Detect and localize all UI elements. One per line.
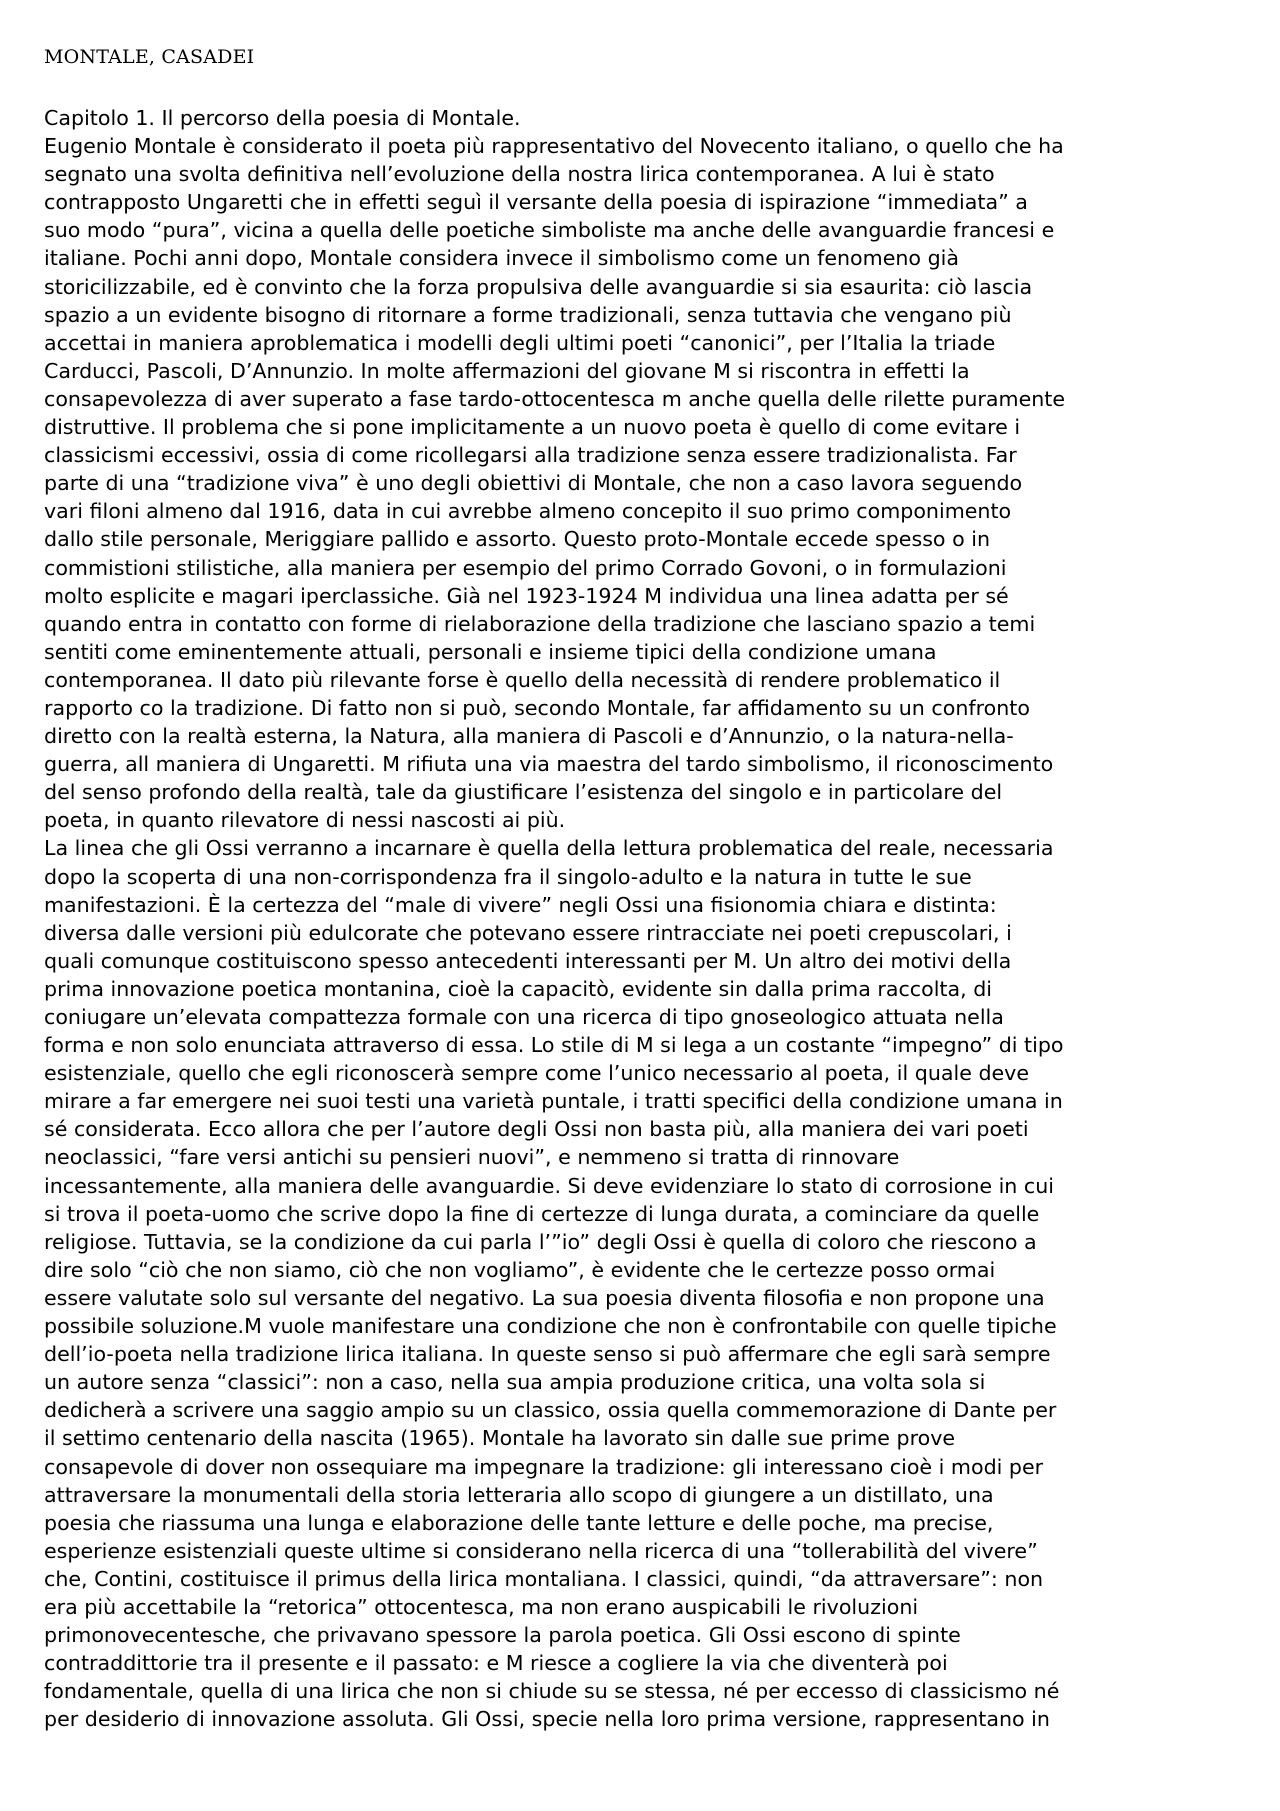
text-line: essere valutate solo sul versante del negativo. La sua poesia diventa filosofia e non propone una: [44, 1285, 1045, 1310]
text-line: diversa dalle versioni più edulcorate che potevano essere rintracciate nei poeti crepuscolari, i: [44, 920, 1012, 945]
text-line: mirare a far emergere nei suoi testi una varietà puntale, i tratti specifici della condizione umana in: [44, 1089, 1063, 1114]
text-line: del senso profondo della realtà, tale da giustificare l’esistenza del singolo e in particolare del: [44, 780, 1003, 805]
text-line: manifestazioni. È la certezza del “male di vivere” negli Ossi una fisionomia chiara e distinta:: [44, 892, 997, 917]
text-line: primonovecentesche, che privavano spessore la parola poetica. Gli Ossi escono di spinte: [44, 1623, 961, 1648]
text-line: molto esplicite e magari iperclassiche. Già nel 1923-1924 M individua una linea adatta per sé: [44, 583, 1009, 608]
text-line: Carducci, Pascoli, D’Annunzio. In molte affermazioni del giovane M si riscontra in effetti la: [44, 358, 970, 383]
text-line: poeta, in quanto rilevatore di nessi nascosti ai più.: [44, 808, 566, 833]
document-title: MONTALE, CASADEI: [44, 46, 255, 68]
text-line: sentiti come eminentemente attuali, personali e insieme tipici della condizione umana: [44, 639, 937, 664]
text-line: segnato una svolta definitiva nell’evoluzione della nostra lirica contemporanea. A lui è stato: [44, 162, 995, 187]
text-line: quali comunque costituiscono spesso antecedenti interessanti per M. Un altro dei motivi della: [44, 948, 1012, 973]
text-line: per desiderio di innovazione assoluta. Gli Ossi, specie nella loro prima versione, rappresentano in: [44, 1707, 1050, 1732]
text-line: era più accettabile la “retorica” ottocentesca, ma non erano auspicabili le rivoluzioni: [44, 1594, 919, 1619]
text-line: esistenziale, quello che egli riconoscerà sempre come l’unico necessario al poeta, il quale deve: [44, 1061, 1030, 1086]
text-line: un autore senza “classici”: non a caso, nella sua ampia produzione critica, una volta sola si: [44, 1370, 986, 1395]
text-line: attraversare la monumentali della storia letteraria allo scopo di giungere a un distillato, una: [44, 1482, 994, 1507]
text-line: esperienze esistenziali queste ultime si considerano nella ricerca di una “tollerabilità del vivere”: [44, 1538, 1038, 1563]
text-line: quando entra in contatto con forme di rielaborazione della tradizione che lasciano spazio a temi: [44, 611, 1036, 636]
text-line: neoclassici, “fare versi antichi su pensieri nuovi”, e nemmeno si tratta di rinnovare: [44, 1145, 900, 1170]
text-line: prima innovazione poetica montanina, cioè la capacitò, evidente sin dalla prima raccolta, di: [44, 976, 993, 1001]
text-line: forma e non solo enunciata attraverso di essa. Lo stile di M si lega a un costante “impegno” di tipo: [44, 1033, 1064, 1058]
text-line: contrapposto Ungaretti che in effetti seguì il versante della poesia di ispirazione “immediata” a: [44, 190, 1028, 215]
text-line: distruttive. Il problema che si pone implicitamente a un nuovo poeta è quello di come evitare i: [44, 415, 1021, 440]
text-line: parte di una “tradizione viva” è uno degli obiettivi di Montale, che non a caso lavora seguendo: [44, 471, 1023, 496]
text-line: fondamentale, quella di una lirica che non si chiude su se stessa, né per eccesso di classicismo né: [44, 1679, 1060, 1704]
text-line: La linea che gli Ossi verranno a incarnare è quella della lettura problematica del reale, necessaria: [44, 836, 1054, 861]
text-line: sé considerata. Ecco allora che per l’autore degli Ossi non basta più, alla maniera dei vari poeti: [44, 1117, 1029, 1142]
text-line: dedicherà a scrivere una saggio ampio su un classico, ossia quella commemorazione di Dante per: [44, 1398, 1057, 1423]
text-line: si trova il poeta-uomo che scrive dopo la fine di certezze di lunga durata, a cominciare da quelle: [44, 1201, 1040, 1226]
text-line: consapevolezza di aver superato a fase tardo-ottocentesca m anche quella delle rilette puramente: [44, 386, 1066, 411]
text-line: suo modo “pura”, vicina a quella delle poetiche simboliste ma anche delle avanguardie francesi e: [44, 218, 1055, 243]
text-line: guerra, all maniera di Ungaretti. M rifiuta una via maestra del tardo simbolismo, il riconoscimento: [44, 752, 1054, 777]
text-line: poesia che riassuma una lunga e elaborazione delle tante letture e delle poche, ma precise,: [44, 1510, 994, 1535]
document-body: [44, 104, 1244, 1733]
text-line: che, Contini, costituisce il primus della lirica montaliana. I classici, quindi, “da attraversare”: non: [44, 1566, 1044, 1591]
text-line: dallo stile personale, Meriggiare pallido e assorto. Questo proto-Montale eccede spesso o in: [44, 527, 990, 552]
text-line: vari filoni almeno dal 1916, data in cui avrebbe almeno concepito il suo primo componimento: [44, 499, 1012, 524]
text-line: Capitolo 1. Il percorso della poesia di Montale.: [44, 106, 521, 130]
text-line: spazio a un evidente bisogno di ritornare a forme tradizionali, senza tuttavia che vengano più: [44, 302, 1012, 327]
text-line: accettai in maniera aproblematica i modelli degli ultimi poeti “canonici”, per l’Italia la triade: [44, 330, 996, 355]
text-line: diretto con la realtà esterna, la Natura, alla maniera di Pascoli e d’Annunzio, o la natura-nella-: [44, 724, 1014, 749]
text-line: coniugare un’elevata compattezza formale con una ricerca di tipo gnoseologico attuata nella: [44, 1005, 1004, 1029]
text-line: classicismi eccessivi, ossia di come ricollegarsi alla tradizione senza essere tradizionalista. Far: [44, 443, 1017, 468]
text-line: dire solo “ciò che non siamo, ciò che non vogliamo”, è evidente che le certezze posso ormai: [44, 1257, 996, 1282]
text-line: incessantemente, alla maniera delle avanguardie. Si deve evidenziare lo stato di corrosione in cui: [44, 1173, 1054, 1198]
text-line: contraddittorie tra il presente e il passato: e M riesce a cogliere la via che diventerà poi: [44, 1651, 948, 1676]
text-line: religiose. Tuttavia, se la condizione da cui parla l’”io” degli Ossi è quella di coloro che riescono a: [44, 1229, 1037, 1254]
text-line: contemporanea. Il dato più rilevante forse è quello della necessità di rendere problematico il: [44, 667, 1001, 692]
text-line: Eugenio Montale è considerato il poeta più rappresentativo del Novecento italiano, o quello che ha: [44, 134, 1064, 159]
text-line: possibile soluzione.M vuole manifestare una condizione che non è confrontabile con quelle tipiche: [44, 1314, 1057, 1339]
text-line: storicilizzabile, ed è convinto che la forza propulsiva delle avanguardie si sia esaurita: ciò lascia: [44, 274, 1033, 299]
text-line: dell’io-poeta nella tradizione lirica italiana. In queste senso si può affermare che egli sarà sempre: [44, 1342, 1051, 1367]
text-line: consapevole di dover non ossequiare ma impegnare la tradizione: gli interessano cioè i modi per: [44, 1454, 1044, 1479]
text-line: rapporto co la tradizione. Di fatto non si può, secondo Montale, far affidamento su un confronto: [44, 695, 1030, 720]
text-line: dopo la scoperta di una non-corrispondenza fra il singolo-adulto e la natura in tutte le sue: [44, 864, 972, 889]
text-line: commistioni stilistiche, alla maniera per esempio del primo Corrado Govoni, o in formulazioni: [44, 555, 1007, 580]
text-line: il settimo centenario della nascita (1965). Montale ha lavorato sin dalle sue prime prove: [44, 1426, 956, 1451]
text-line: italiane. Pochi anni dopo, Montale considera invece il simbolismo come un fenomeno già: [44, 246, 959, 271]
